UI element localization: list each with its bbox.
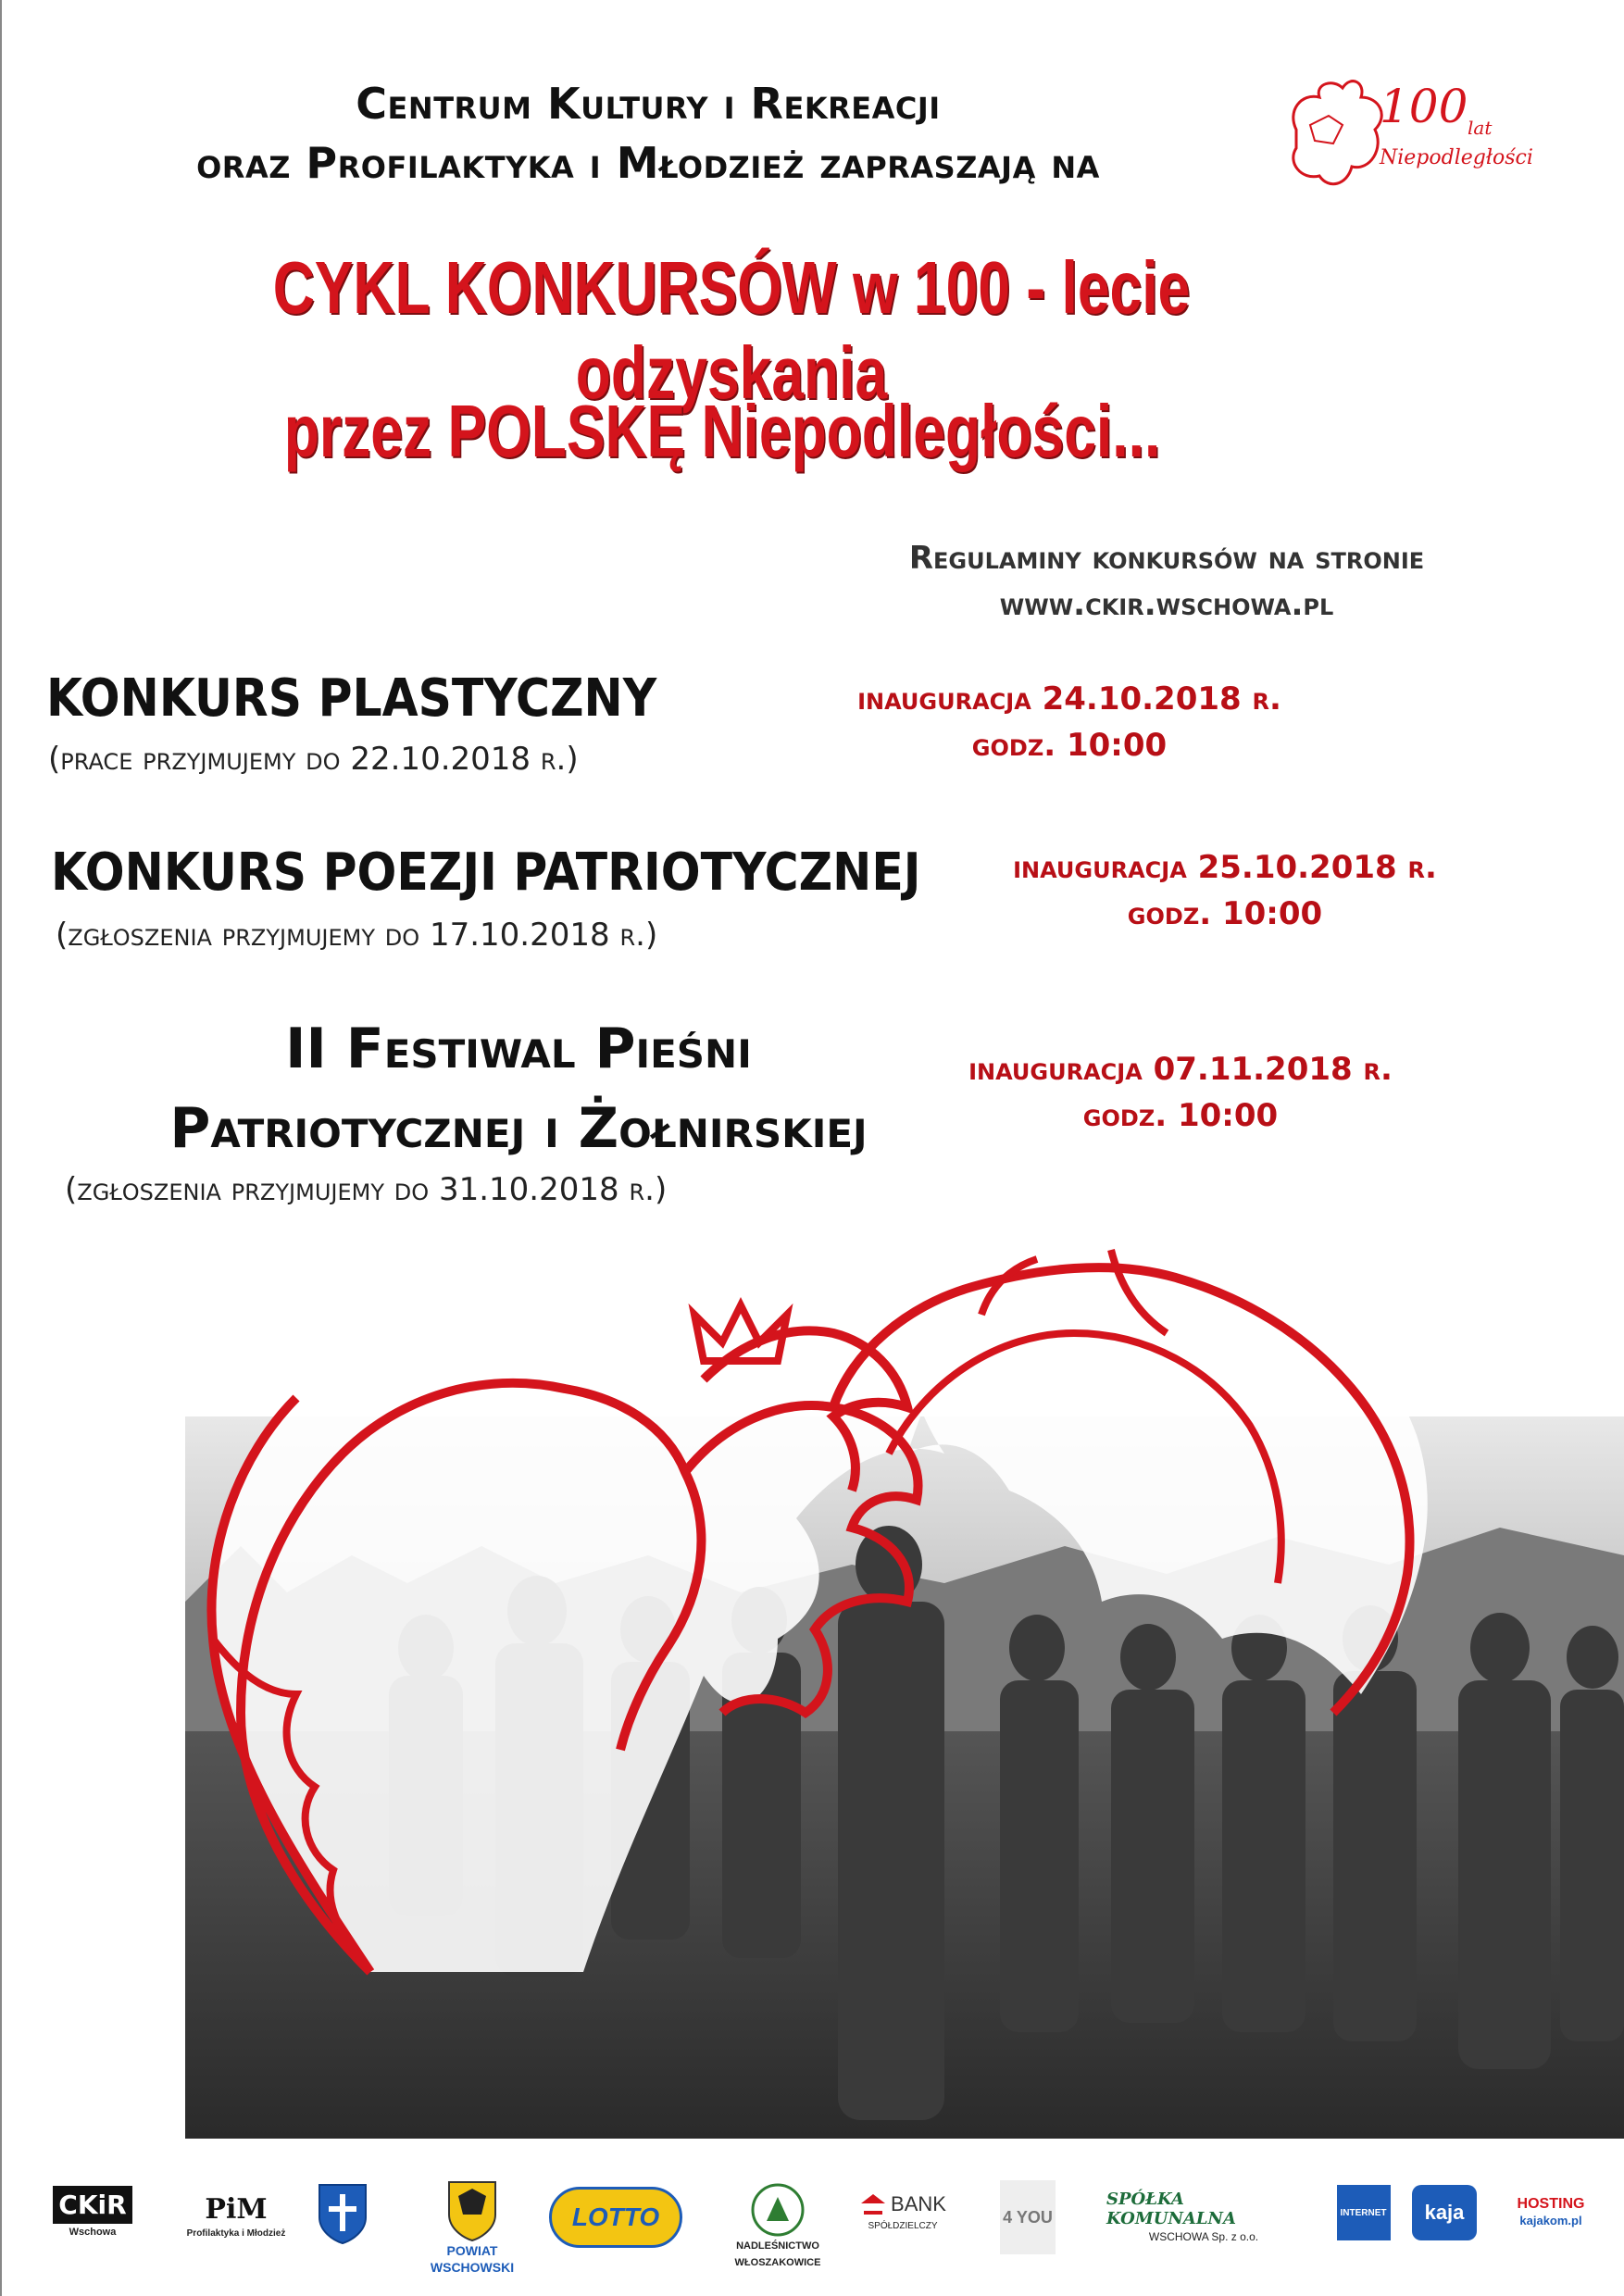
contest-1-date: inauguracja 24.10.2018 r. (857, 680, 1281, 718)
ckir-logo (56, 2176, 130, 2250)
contest-1-inauguration (815, 676, 1324, 768)
pim-logo-text: PiM (205, 2192, 268, 2226)
regulations-note (796, 535, 1537, 628)
contest-2-date: inauguracja 25.10.2018 r. (1013, 849, 1437, 886)
hosting-logo (1500, 2176, 1602, 2250)
header-line-1: Centrum Kultury i Rekreacji (356, 79, 941, 129)
contest-2-inauguration (970, 844, 1480, 937)
spolka-text: SPÓŁKA KOMUNALNA (1106, 2190, 1236, 2228)
badge-text: Niepodległości (1380, 146, 1533, 169)
sponsor-logos (0, 2148, 1624, 2287)
eagle-photo-illustration (185, 1213, 1624, 2139)
lotto-logo (546, 2176, 685, 2259)
hosting-sub: kajakom.pl (1519, 2214, 1582, 2227)
contest-3-note: (zgłoszenia przyjmujemy do 31.10.2018 r.) (65, 1171, 668, 1208)
contest-2-time: godz. 10:00 (1127, 895, 1323, 932)
contest-3-name-line-1: II Festiwal Pieśni (285, 1017, 752, 1081)
regulations-url: www.ckir.wschowa.pl (999, 586, 1334, 623)
wschowa-crest-icon (310, 2176, 375, 2250)
left-border (0, 0, 2, 2296)
internet-logo (1333, 2176, 1393, 2250)
contest-1-note: (prace przyjmujemy do 22.10.2018 r.) (48, 741, 579, 778)
organizer-header (0, 74, 1296, 193)
bank-logo (847, 2176, 958, 2250)
bank-text: BANK (891, 2192, 946, 2215)
badge-number: 100 (1380, 80, 1468, 133)
lotto-logo-text: LOTTO (549, 2187, 682, 2248)
bank-roof-icon (859, 2190, 887, 2218)
powiat-logo-text: POWIAT WSCHOWSKI (430, 2243, 515, 2275)
kaja-text: kaja (1412, 2185, 1477, 2240)
badge-lat: lat (1468, 117, 1493, 139)
kaja-logo (1407, 2176, 1481, 2250)
contest-3-time: godz. 10:00 (1082, 1097, 1279, 1134)
nadlesnictwo-logo (718, 2176, 838, 2277)
main-title-line-1: CYKL KONKURSÓW w 100 - lecie odzyskania (272, 246, 1191, 414)
contest-3-name-line-2: Patriotycznej i Żołnirskiej (169, 1096, 868, 1161)
nadlesnictwo-text: NADLEŚNICTWO WŁOSZAKOWICE (734, 2240, 821, 2268)
contest-1-name: KONKURS PLASTYCZNY (46, 668, 657, 729)
spolka-komunalna-logo (1106, 2176, 1301, 2259)
contest-1-time: godz. 10:00 (971, 727, 1168, 764)
ckir-logo-sub: Wschowa (69, 2226, 117, 2238)
ckir-logo-text: CKiR (53, 2186, 131, 2224)
powiat-crest-icon (444, 2177, 500, 2242)
regulations-line-1: Regulaminy konkursów na stronie (908, 540, 1425, 577)
spolka-sub: WSCHOWA Sp. z o.o. (1148, 2230, 1259, 2243)
pim-logo (185, 2176, 287, 2259)
historical-photo-with-eagle (185, 1213, 1624, 2139)
contest-3-name (56, 1009, 981, 1168)
contest-3-date: inauguracja 07.11.2018 r. (968, 1051, 1393, 1088)
header-line-2: oraz Profilaktyka i Młodzież zapraszają na (196, 138, 1100, 188)
four-you-text: 4 YOU (1000, 2180, 1056, 2254)
independence-badge (1278, 74, 1537, 204)
contest-2-note: (zgłoszenia przyjmujemy do 17.10.2018 r.) (56, 917, 658, 954)
contest-2-name: KONKURS POEZJI PATRIOTYCZNEJ (51, 842, 921, 903)
pim-logo-sub: Profilaktyka i Młodzież (186, 2227, 286, 2239)
hosting-text: HOSTING (1517, 2196, 1585, 2212)
forest-icon (750, 2182, 806, 2238)
main-title-line-2: przez POLSKĘ Niepodległości... (283, 390, 1161, 472)
powiat-logo (421, 2176, 523, 2277)
four-you-logo (995, 2176, 1060, 2259)
contest-3-inauguration (926, 1046, 1435, 1139)
bank-sub: SPÓŁDZIELCZY (868, 2221, 938, 2231)
internet-text: INTERNET (1337, 2185, 1391, 2240)
